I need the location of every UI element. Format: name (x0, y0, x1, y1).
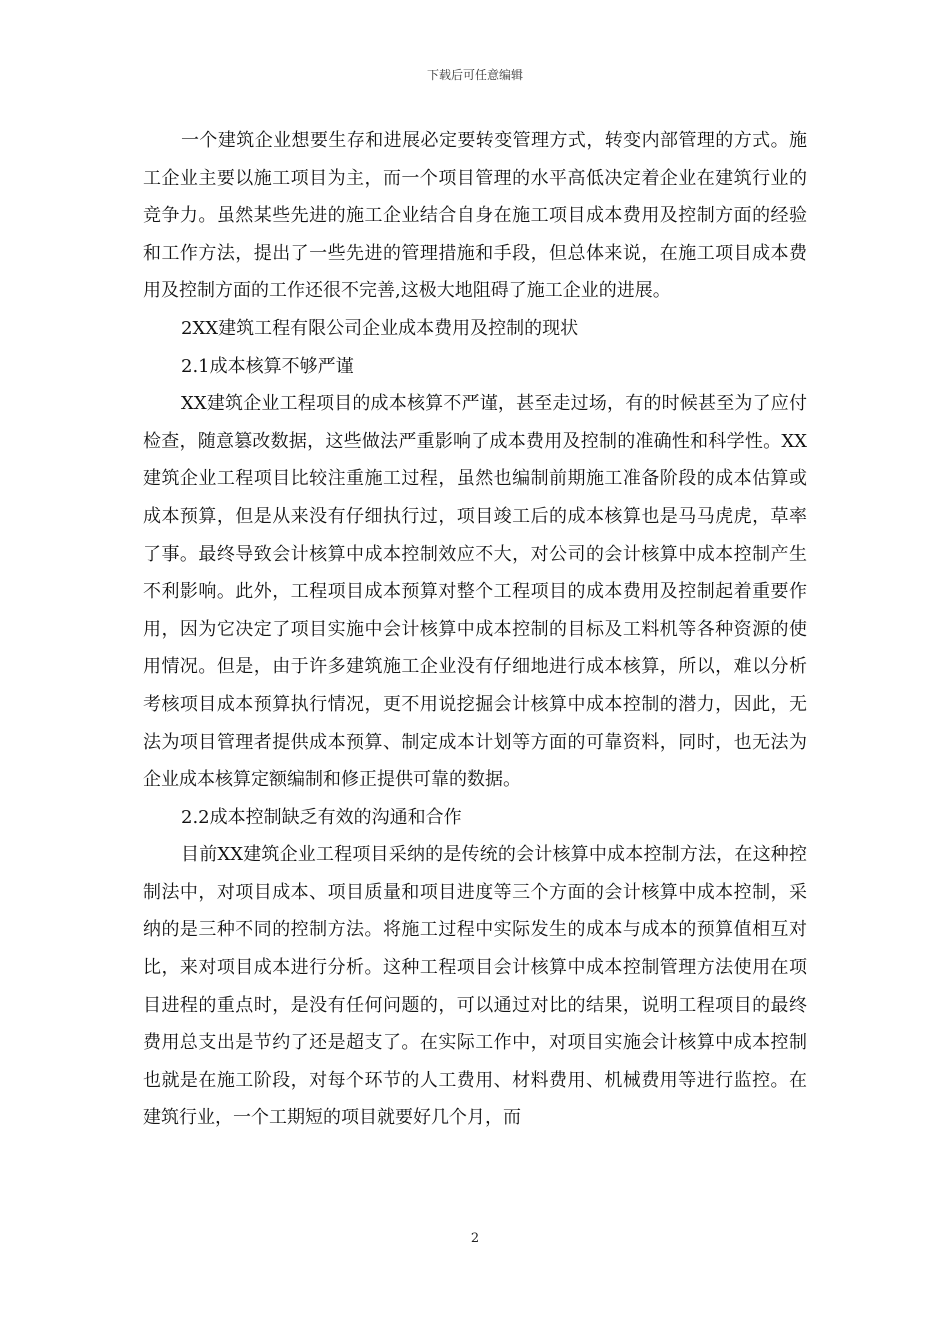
document-body (143, 122, 807, 1137)
section-heading-2: 2XX建筑工程有限公司企业成本费用及控制的现状 (181, 317, 579, 339)
body-paragraph-2-1: XX建筑企业工程项目的成本核算不严谨，甚至走过场，有的时候甚至为了应付检查，随意篡改数据，这些做法严重影响了成本费用及控制的准确性和科学性。XX建筑企业工程项目比较注重施工过程，虽然也编制前期施工准备阶段的成本估算或成本预算，但是从来没有仔细执行过，项目竣工后的成本核算也是马马虎虎，草率了事。最终导致会计核算中成本控制效应不大，对公司的会计核算中成本控制产生不利影响。此外，工程项目成本预算对整个工程项目的成本费用及控制起着重要作用，因为它决定了项目实施中会计核算中成本控制的目标及工料机等各种资源的使用情况。但是，由于许多建筑施工企业没有仔细地进行成本核算，所以，难以分析考核项目成本预算执行情况，更不用说挖掘会计核算中成本控制的潜力，因此，无法为项目管理者提供成本预算、制定成本计划等方面的可靠资料，同时，也无法为企业成本核算定额编制和修正提供可靠的数据。 (143, 393, 807, 791)
page-number: 2 (470, 1231, 480, 1246)
page-header: 下载后可任意编辑 (426, 68, 523, 82)
body-paragraph-2-2: 目前XX建筑企业工程项目采纳的是传统的会计核算中成本控制方法，在这种控制法中，对项目成本、项目质量和项目进度等三个方面的会计核算中成本控制，采纳的是三种不同的控制方法。将施工过程中实际发生的成本与成本的预算值相互对比，来对项目成本进行分析。这种工程项目会计核算中成本控制管理方法使用在项目进程的重点时，是没有任何问题的，可以通过对比的结果，说明工程项目的最终费用总支出是节约了还是超支了。在实际工作中，对项目实施会计核算中成本控制也就是在施工阶段，对每个环节的人工费用、材料费用、机械费用等进行监控。在建筑行业，一个工期短的项目就要好几个月，而 (143, 844, 807, 1129)
subsection-heading-2-2: 2.2成本控制缺乏有效的沟通和合作 (181, 806, 462, 828)
intro-paragraph: 一个建筑企业想要生存和进展必定要转变管理方式，转变内部管理的方式。施工企业主要以施工项目为主，而一个项目管理的水平高低决定着企业在建筑行业的竞争力。虽然某些先进的施工企业结合自身在施工项目成本费用及控制方面的经验和工作方法，提出了一些先进的管理措施和手段，但总体来说，在施工项目成本费用及控制方面的工作还很不完善,这极大地阻碍了施工企业的进展。 (143, 130, 807, 302)
subsection-heading-2-1: 2.1成本核算不够严谨 (181, 355, 354, 377)
